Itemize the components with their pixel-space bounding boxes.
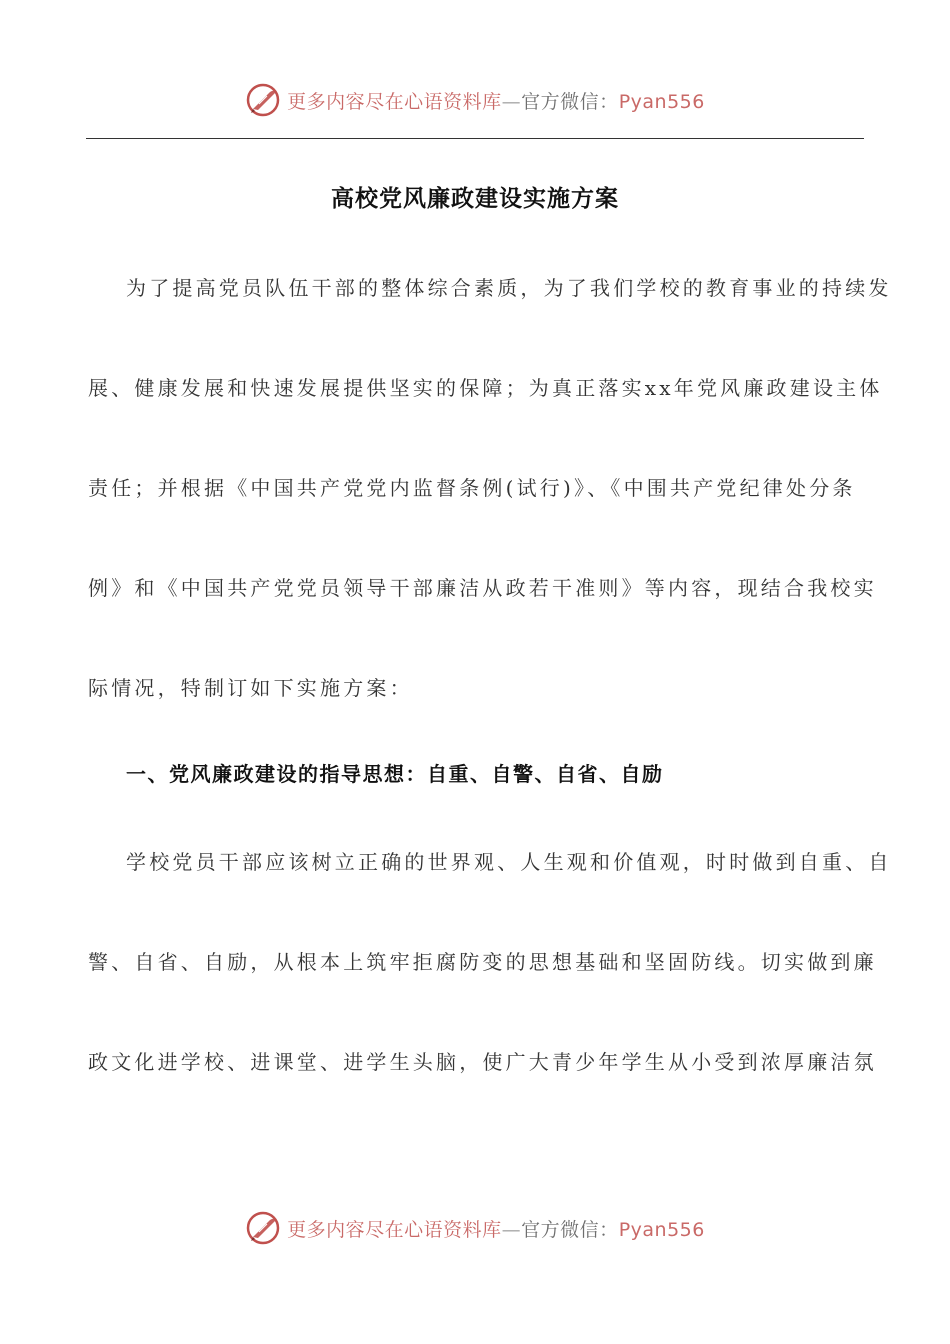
paragraph-line: 警、自省、自励，从根本上筑牢拒腐防变的思想基础和坚固防线。切实做到廉 xyxy=(88,950,877,974)
paragraph-line: 为了提高党员队伍干部的整体综合素质，为了我们学校的教育事业的持续发 xyxy=(126,276,892,300)
footer-banner xyxy=(0,1210,950,1246)
footer-banner-separator: — xyxy=(501,1218,522,1241)
header-banner-wechat-label: 官方微信： xyxy=(521,90,619,113)
header-banner-cn: 更多内容尽在心语资料库 xyxy=(287,90,502,113)
paragraph-line: 例》和《中国共产党党员领导干部廉洁从政若干准则》等内容，现结合我校实 xyxy=(88,576,877,600)
paragraph-line: 责任；并根据《中国共产党党内监督条例(试行)》、《中围共产党纪律处分条 xyxy=(88,476,856,500)
footer-banner-wechat-label: 官方微信： xyxy=(521,1218,619,1241)
footer-banner-wechat-id: Pyan556 xyxy=(618,1218,705,1241)
header-banner xyxy=(0,82,950,118)
header-banner-wechat-id: Pyan556 xyxy=(618,90,705,113)
paragraph-line: 政文化进学校、进课堂、进学生头脑，使广大青少年学生从小受到浓厚廉洁氛 xyxy=(88,1050,877,1074)
paragraph-line: 际情况，特制订如下实施方案： xyxy=(88,676,413,700)
section-heading: 一、党风廉政建设的指导思想：自重、自警、自省、自励 xyxy=(126,762,664,786)
paragraph-line: 学校党员干部应该树立正确的世界观、人生观和价值观，时时做到自重、自 xyxy=(126,850,892,874)
header-divider xyxy=(86,138,864,139)
quill-pen-logo-icon xyxy=(245,1210,281,1246)
header-banner-text xyxy=(287,87,705,114)
header-banner-separator: — xyxy=(501,90,522,113)
document-title: 高校党风廉政建设实施方案 xyxy=(331,185,619,212)
paragraph-line: 展、健康发展和快速发展提供坚实的保障；为真正落实xx年党风廉政建设主体 xyxy=(88,376,883,400)
footer-banner-cn: 更多内容尽在心语资料库 xyxy=(287,1218,502,1241)
quill-pen-logo-icon xyxy=(245,82,281,118)
footer-banner-text xyxy=(287,1215,705,1242)
